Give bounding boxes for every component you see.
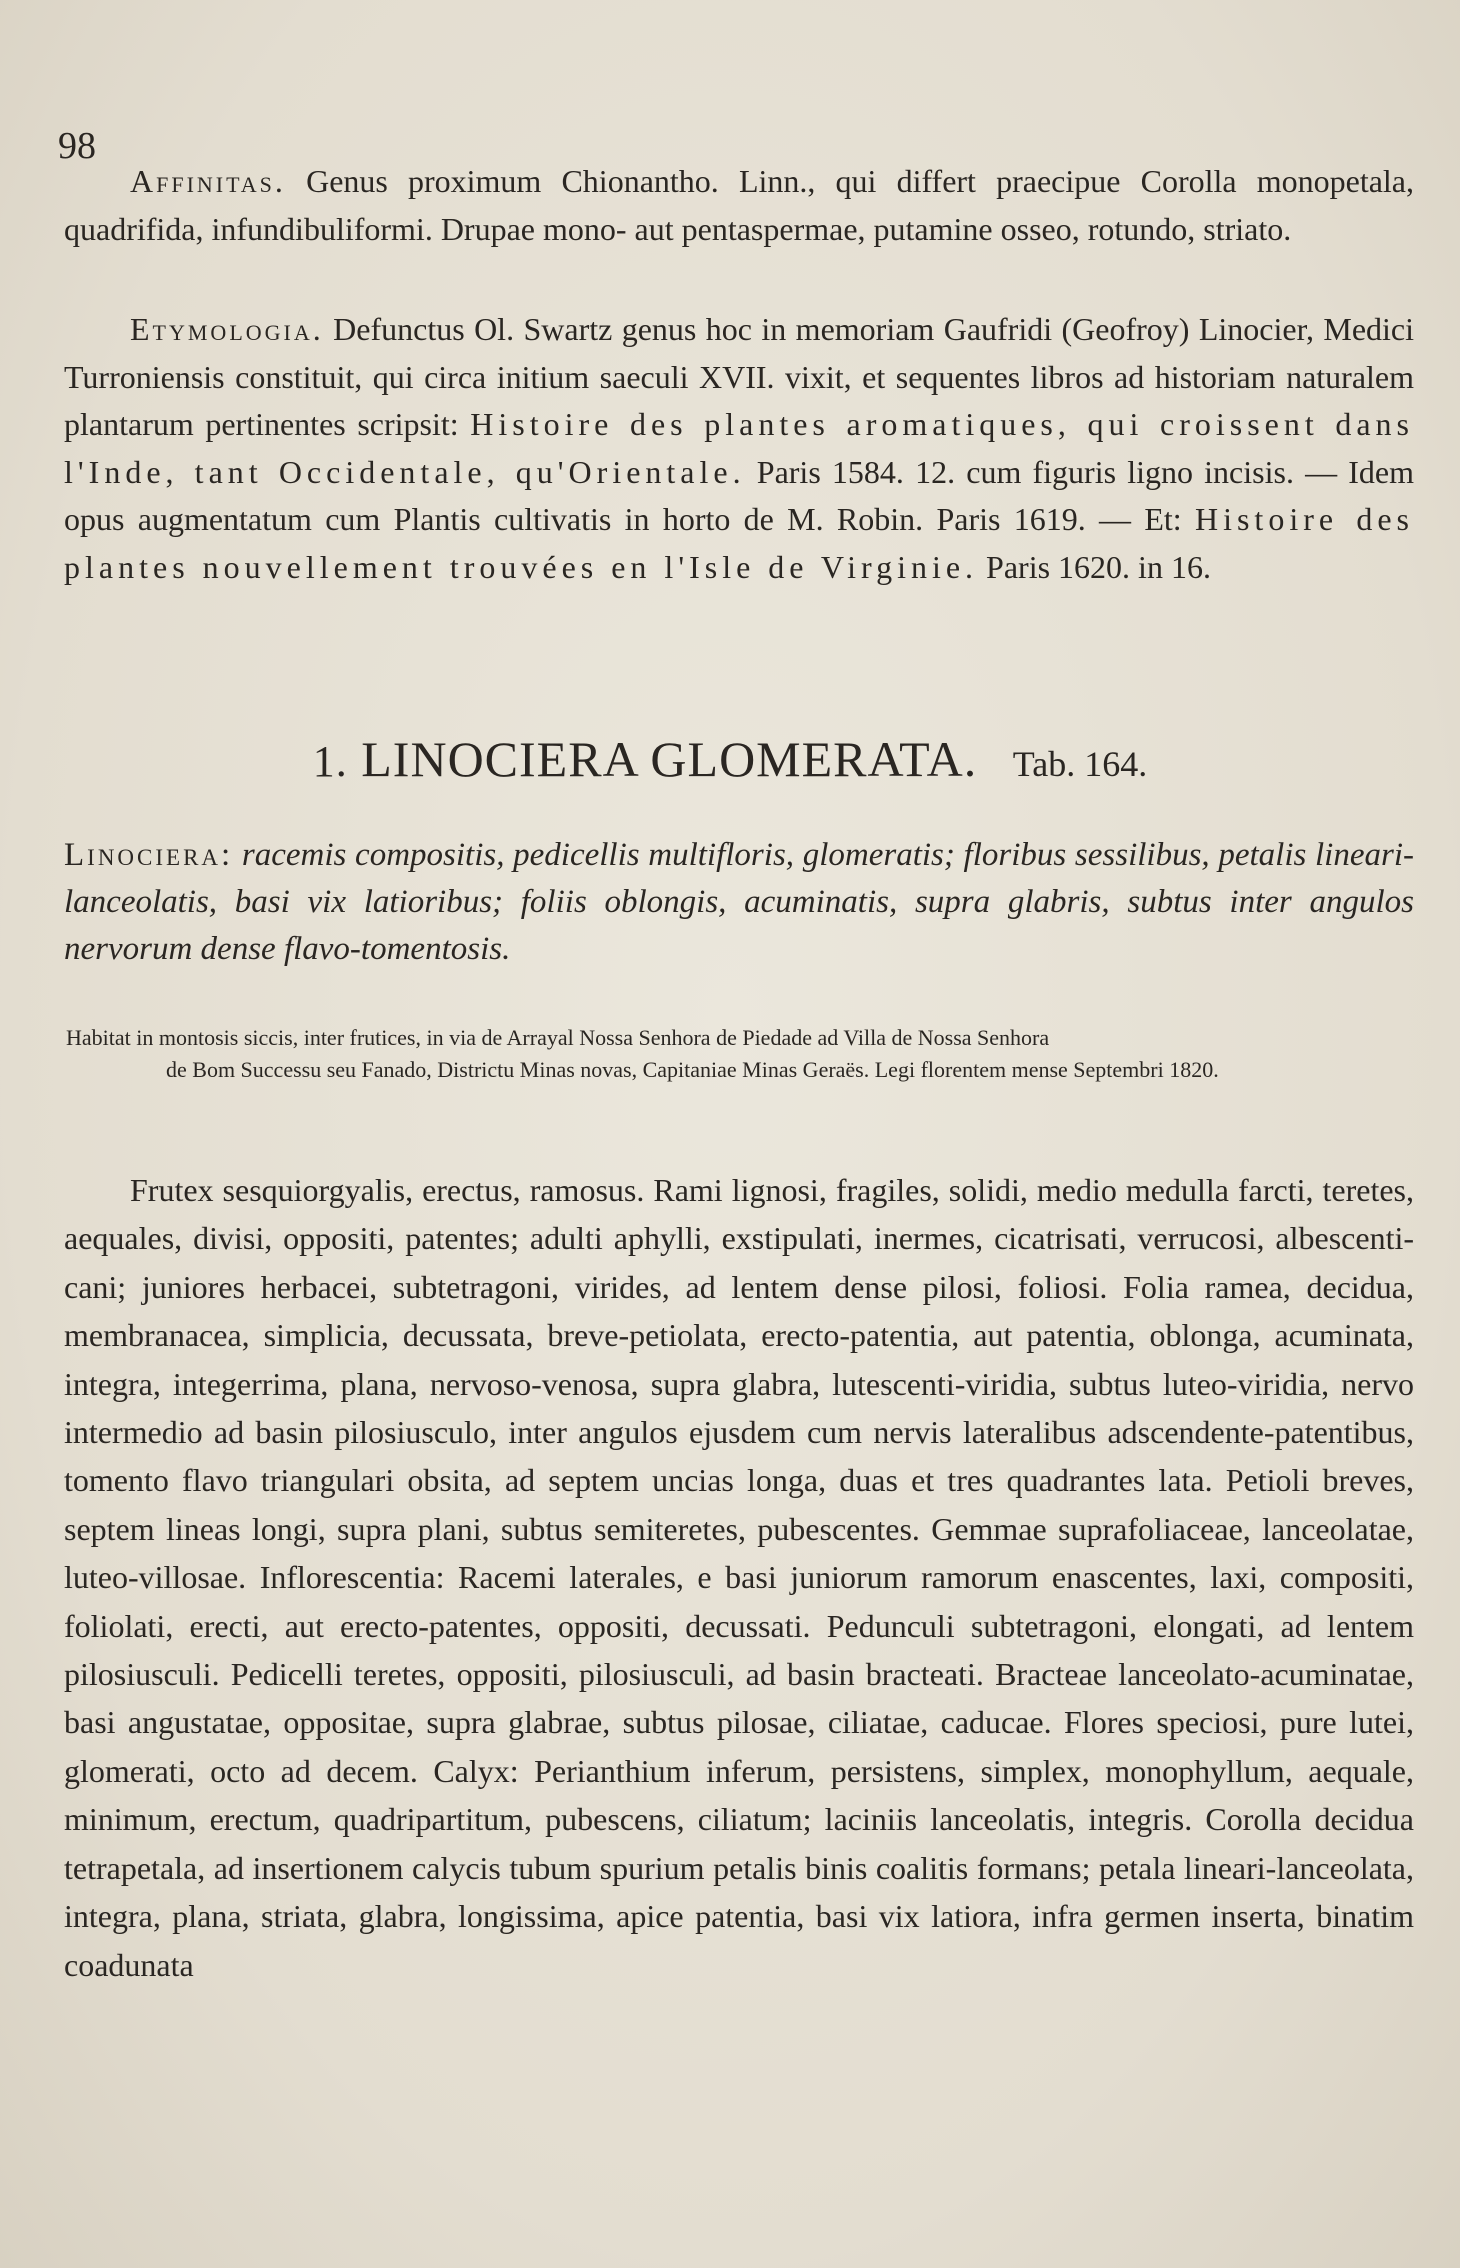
habitat-line-rest: de Bom Successu seu Fanado, Districtu Minas novas, Capitaniae Minas Geraës. Legi florentem mense Septembri 1820. [166,1057,1219,1082]
diagnosis [64,832,1414,973]
species-number: 1. [312,737,348,786]
etymologia-text-3: Paris 1620. in 16. [986,548,1211,585]
etymologia-text-2: Paris 1584. 12. cum figuris ligno incisis. — Idem opus augmentatum cum Plantis cultivatis in horto de M. Robin. Paris 1619. — Et: [64,453,1415,537]
description-text: Frutex sesquiorgyalis, erectus, ramosus. Rami lignosi, fragiles, solidi, medio medulla farcti, teretes, aequales, divisi, oppositi, patentes; adulti aphylli, exstipulati, inermes, cicatrisati, verrucosi, albescenti-cani; juniores herbacei, subtetragoni, virides, ad lentem dense pilosi, foliosi. Folia ramea, decidua, membranacea, simplicia, decussata, breve-petiolata, erecto-patentia, aut patentia, oblonga, acuminata, integra, integerrima, plana, nervoso-venosa, supra glabra, lutescenti-viridia, subtus luteo-viridia, nervo intermedio ad basin pilosiusculo, inter angulos ejusdem cum nervis lateralibus adscendente-patentibus, tomento flavo triangulari obsita, ad septem uncias longa, duas et tres quadrantes lata. Petioli breves, septem lineas longi, supra plani, subtus semiteretes, pubescentes. Gemmae suprafoliaceae, lanceolatae, luteo-villosae. Inflorescentia: Racemi laterales, e basi juniorum ramorum enascentes, laxi, compositi, foliolati, erecti, aut erecto-patentes, oppositi, decussati. Pedunculi subtetragoni, elongati, ad lentem pilosiusculi. Pedicelli teretes, oppositi, pilosiusculi, ad basin bracteati. Bracteae lanceolato-acuminatae, basi angustatae, oppositae, supra glabrae, subtus pilosae, ciliatae, caducae. Flores speciosi, pure lutei, glomerati, octo ad decem. Calyx: Perianthium inferum, persistens, simplex, monophyllum, aequale, minimum, erectum, quadripartitum, pubescens, ciliatum; laciniis lanceolatis, integris. Corolla decidua tetrapetala, ad insertionem calycis tubum spurium petalis binis coalitis formans; petala lineari-lanceolata, integra, plana, striata, glabra, longissima, apice patentia, basi vix latiora, infra germen inserta, binatim coadunata [64,1172,1414,1983]
plate-reference: Tab. 164. [1012,744,1148,784]
affinitas-text: Genus proximum Chionantho. Linn., qui differt praecipue Corolla monopetala, quadrifida, infundibuliformi. Drupae mono- aut pentaspermae, putamine osseo, rotundo, striato. [64,163,1415,247]
affinitas-paragraph [64,158,1414,253]
book-title-1: Histoire des plantes aromatiques, qui croissent dans l'Inde, tant Occidentale, qu'Orientale. [64,406,1415,490]
description-paragraph [64,1166,1414,1989]
affinitas-label: Affinitas. [130,163,286,199]
species-heading [0,730,1460,788]
etymologia-paragraph [64,306,1414,591]
diagnosis-label: Linociera: [64,837,234,873]
habitat-line-1: Habitat in montosis siccis, inter frutices, in via de Arrayal Nossa Senhora de Piedade ad Villa de Nossa Senhora [66,1025,1050,1050]
page-number: 98 [58,125,96,167]
diagnosis-text: racemis compositis, pedicellis multifloris, glomeratis; floribus sessilibus, petalis lineari-lanceolatis, basi vix latioribus; foliis oblongis, acuminatis, supra glabris, subtus inter angulos nervorum dense flavo-tomentosis. [64,837,1414,967]
book-title-2: Histoire des plantes nouvellement trouvées en l'Isle de Virginie. [64,501,1415,585]
species-name: LINOCIERA GLOMERATA. [361,731,978,787]
etymologia-text-1: Defunctus Ol. Swartz genus hoc in memoriam Gaufridi (Geofroy) Linocier, Medici Turroniensis constituit, qui circa initium saeculi XVII. vixit, et sequentes libros ad historiam naturalem plantarum pertinentes scripsit: [64,311,1415,442]
etymologia-label: Etymologia. [130,311,324,347]
habitat-note [66,1022,1414,1086]
